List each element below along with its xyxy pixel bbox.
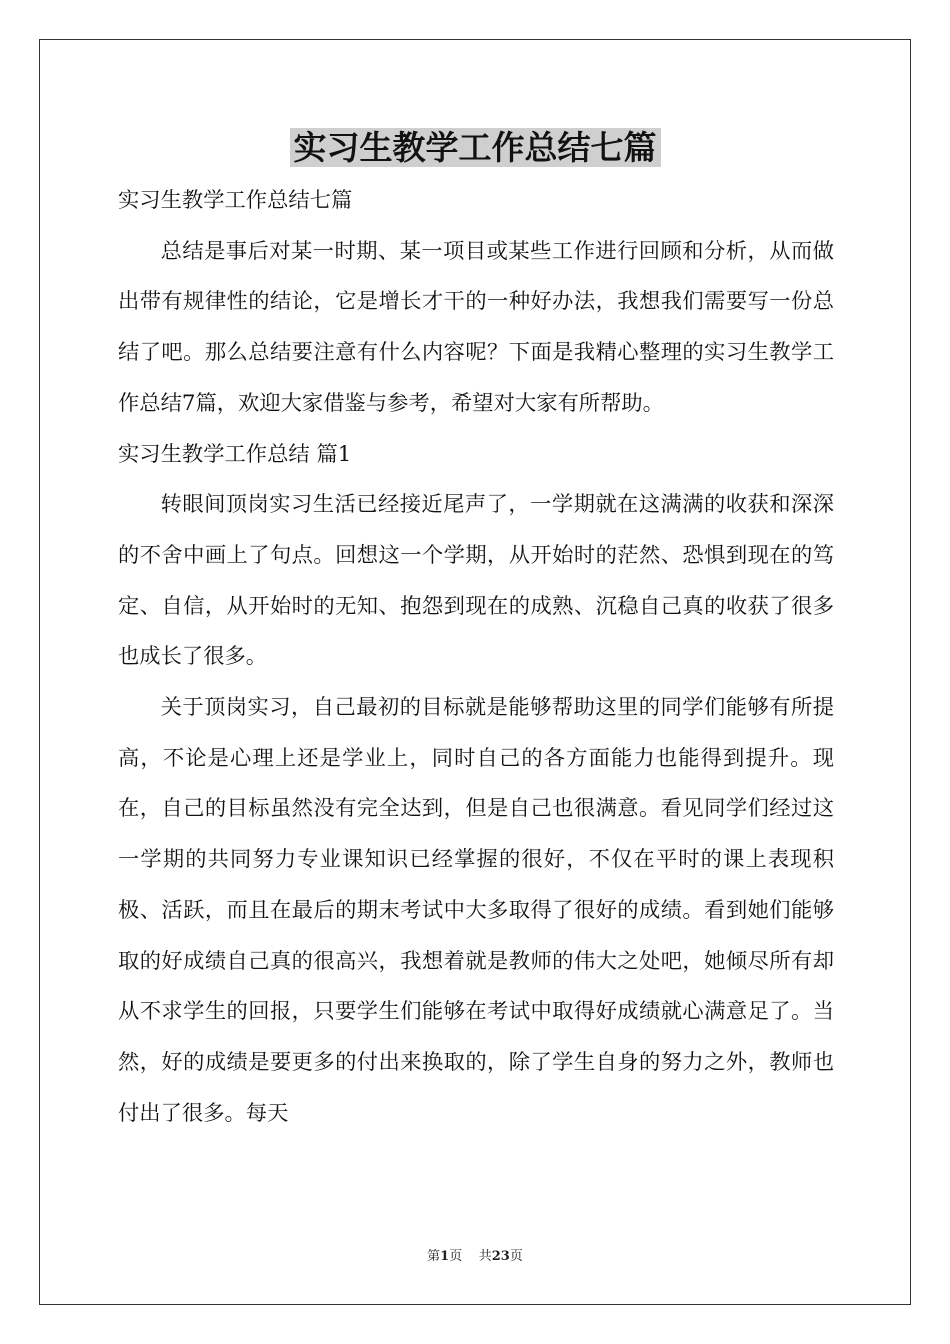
- total-label-prefix: 共: [478, 1249, 492, 1264]
- page-number: 1: [440, 1249, 450, 1264]
- page-footer: [0, 1249, 950, 1265]
- intro-paragraph: 总结是事后对某一时期、某一项目或某些工作进行回顾和分析，从而做出带有规律性的结论，它是增长才干的一种好办法，我想我们需要写一份总结了吧。那么总结要注意有什么内容呢？下面是我精心整理的实习生教学工作总结7篇，欢迎大家借鉴与参考，希望对大家有所帮助。: [118, 238, 834, 416]
- section-heading: 实习生教学工作总结 篇1: [118, 441, 352, 467]
- document-title: [0, 126, 950, 170]
- total-label-suffix: 页: [509, 1249, 523, 1264]
- total-pages: 23: [491, 1249, 510, 1264]
- body-paragraph: 关于顶岗实习，自己最初的目标就是能够帮助这里的同学们能够有所提高，不论是心理上还是学业上，同时自己的各方面能力也能得到提升。现在，自己的目标虽然没有完全达到，但是自己也很满意。看见同学们经过这一学期的共同努力专业课知识已经掌握的很好，不仅在平时的课上表现积极、活跃，而且在最后的期末考试中大多取得了很好的成绩。看到她们能够取的好成绩自己真的很高兴，我想着就是教师的伟大之处吧，她倾尽所有却从不求学生的回报，只要学生们能够在考试中取得好成绩就心满意足了。当然，好的成绩是要更多的付出来换取的，除了学生自身的努力之外，教师也付出了很多。每天: [118, 695, 834, 1126]
- page-label-prefix: 第: [427, 1249, 441, 1264]
- body-paragraph: 转眼间顶岗实习生活已经接近尾声了，一学期就在这满满的收获和深深的不舍中画上了句点。回想这一个学期，从开始时的茫然、恐惧到现在的笃定、自信，从开始时的无知、抱怨到现在的成熟、沉稳自己真的收获了很多也成长了很多。: [118, 492, 834, 670]
- subtitle-line: 实习生教学工作总结七篇: [118, 188, 353, 213]
- document-title-text: 实习生教学工作总结七篇: [290, 128, 661, 167]
- document-body: [118, 176, 834, 1139]
- page-label-suffix: 页: [449, 1249, 463, 1264]
